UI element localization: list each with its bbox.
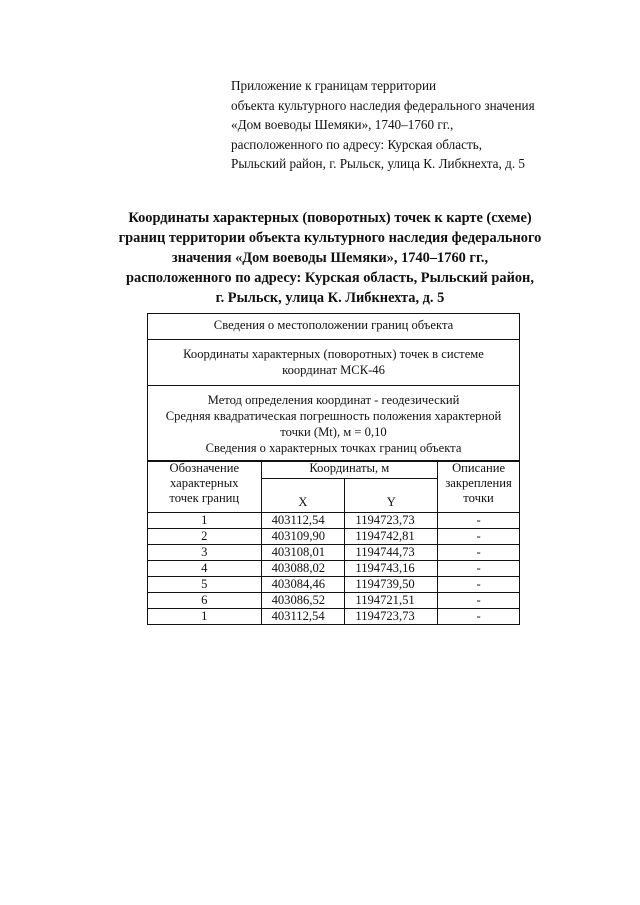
point-id: 6	[148, 593, 262, 609]
table-row	[148, 593, 520, 609]
point-description: -	[438, 561, 520, 577]
title-line: границ территории объекта культурного наследия федерального	[118, 230, 542, 246]
table-row	[148, 529, 520, 545]
coordinates-table	[147, 460, 520, 625]
title-line: Координаты характерных (поворотных) точек к карте (схеме)	[128, 210, 532, 226]
appendix-line: объекта культурного наследия федерального значения	[231, 97, 535, 113]
info-section-coordinate-system	[148, 340, 519, 386]
title-line: г. Рыльск, улица К. Либкнехта, д. 5	[215, 290, 445, 306]
point-description: -	[438, 609, 520, 625]
info-box	[147, 313, 520, 462]
title-line: значения «Дом воеводы Шемяки», 1740–1760 гг.,	[171, 250, 489, 266]
table-row	[148, 609, 520, 625]
header-coordinates: Координаты, м	[261, 461, 438, 479]
point-y: 1194723,73	[345, 609, 438, 625]
points-info-text: Сведения о характерных точках границ объекта	[205, 441, 462, 455]
point-x: 403108,01	[261, 545, 345, 561]
point-y: 1194743,16	[345, 561, 438, 577]
appendix-line: Приложение к границам территории	[231, 78, 437, 93]
header-description-line: Описание	[452, 461, 506, 475]
point-y: 1194723,73	[345, 513, 438, 529]
point-id: 4	[148, 561, 262, 577]
header-designation-line: характерных	[170, 476, 239, 490]
title-line: расположенного по адресу: Курская область, Рыльский район,	[126, 270, 534, 286]
point-description: -	[438, 545, 520, 561]
header-description	[438, 461, 520, 513]
info-section-location-text: Сведения о местоположении границ объекта	[213, 318, 454, 332]
method-text: Метод определения координат - геодезический	[207, 393, 460, 407]
coordinate-system-line: Координаты характерных (поворотных) точек в системе	[183, 347, 484, 361]
point-y: 1194742,81	[345, 529, 438, 545]
point-id: 2	[148, 529, 262, 545]
header-designation-line: точек границ	[169, 491, 240, 505]
error-text: Средняя квадратическая погрешность положения характерной	[165, 409, 502, 423]
header-description-line: закрепления	[445, 476, 512, 490]
point-x: 403088,02	[261, 561, 345, 577]
table-row	[148, 545, 520, 561]
header-description-line: точки	[463, 491, 494, 505]
point-x: 403086,52	[261, 593, 345, 609]
info-section-location	[148, 314, 519, 340]
point-x: 403084,46	[261, 577, 345, 593]
header-x: X	[261, 479, 345, 513]
point-id: 5	[148, 577, 262, 593]
point-y: 1194744,73	[345, 545, 438, 561]
info-section-method	[148, 386, 519, 461]
point-id: 1	[148, 609, 262, 625]
point-y: 1194721,51	[345, 593, 438, 609]
table-header-row	[148, 461, 520, 479]
point-description: -	[438, 513, 520, 529]
appendix-line: «Дом воеводы Шемяки», 1740–1760 гг.,	[231, 117, 454, 132]
point-description: -	[438, 529, 520, 545]
header-designation-line: Обозначение	[169, 461, 240, 475]
table-row	[148, 513, 520, 529]
point-x: 403109,90	[261, 529, 345, 545]
table-row	[148, 561, 520, 577]
header-designation	[148, 461, 262, 513]
point-id: 1	[148, 513, 262, 529]
error-text: точки (Mt), м = 0,10	[280, 425, 387, 439]
appendix-line: Рыльский район, г. Рыльск, улица К. Либкнехта, д. 5	[231, 156, 526, 171]
document-title	[60, 208, 600, 308]
point-y: 1194739,50	[345, 577, 438, 593]
table-row	[148, 577, 520, 593]
header-y: Y	[345, 479, 438, 513]
point-description: -	[438, 577, 520, 593]
point-x: 403112,54	[261, 609, 345, 625]
appendix-line: расположенного по адресу: Курская область,	[231, 136, 483, 152]
point-x: 403112,54	[261, 513, 345, 529]
appendix-note	[231, 76, 631, 174]
point-description: -	[438, 593, 520, 609]
point-id: 3	[148, 545, 262, 561]
coordinate-system-line: координат МСК-46	[282, 363, 385, 377]
